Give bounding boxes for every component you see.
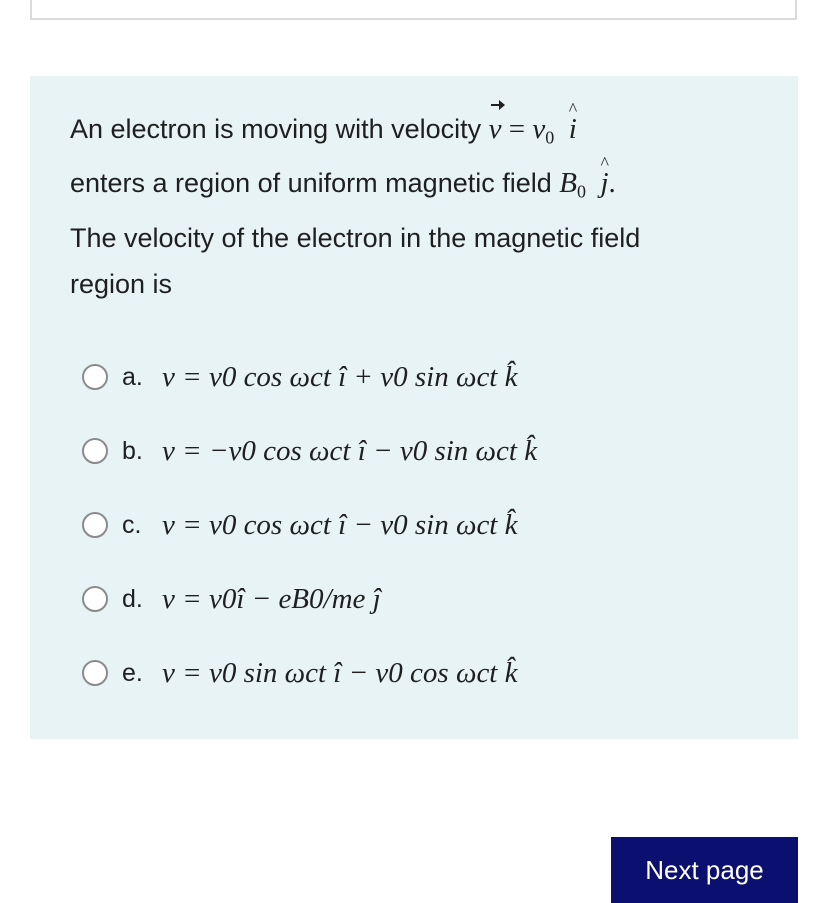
next-page-button[interactable]: Next page [611, 837, 798, 903]
radio-button-c[interactable] [82, 512, 108, 538]
option-formula: v = v0 cos ωct î − v0 sin ωct k̂ [162, 508, 518, 541]
radio-button-e[interactable] [82, 660, 108, 686]
radio-button-d[interactable] [82, 586, 108, 612]
previous-card-edge [30, 0, 797, 20]
velocity-expression: $v = v_0$ i ^ [489, 113, 577, 145]
option-formula: v = v0î − eB0/me ĵ [162, 582, 381, 615]
answer-options [82, 340, 772, 710]
question-line-3: The velocity of the electron in the magnetic field [70, 222, 641, 253]
radio-button-b[interactable] [82, 438, 108, 464]
option-d[interactable] [82, 562, 772, 636]
option-formula: v = −v0 cos ωct î − v0 sin ωct k̂ [162, 434, 538, 467]
option-formula: v = v0 sin ωct î − v0 cos ωct k̂ [162, 656, 518, 689]
question-line-1: An electron is moving with velocity $v = v_0$ i ^ [70, 106, 760, 160]
option-letter: c. [122, 510, 142, 539]
question-card [30, 76, 798, 739]
field-expression: $B_0$ j ^. [559, 167, 616, 199]
question-line-2: enters a region of uniform magnetic field $B_0$ j ^. [70, 160, 760, 214]
option-letter: d. [122, 584, 143, 613]
option-formula: v = v0 cos ωct î + v0 sin ωct k̂ [162, 360, 518, 393]
option-e[interactable] [82, 636, 772, 710]
option-a[interactable] [82, 340, 772, 414]
option-letter: b. [122, 436, 143, 465]
option-b[interactable] [82, 414, 772, 488]
question-line-4: region is [70, 268, 173, 299]
question-text [70, 106, 760, 307]
option-letter: e. [122, 658, 143, 687]
option-letter: a. [122, 362, 143, 391]
radio-button-a[interactable] [82, 364, 108, 390]
option-c[interactable] [82, 488, 772, 562]
